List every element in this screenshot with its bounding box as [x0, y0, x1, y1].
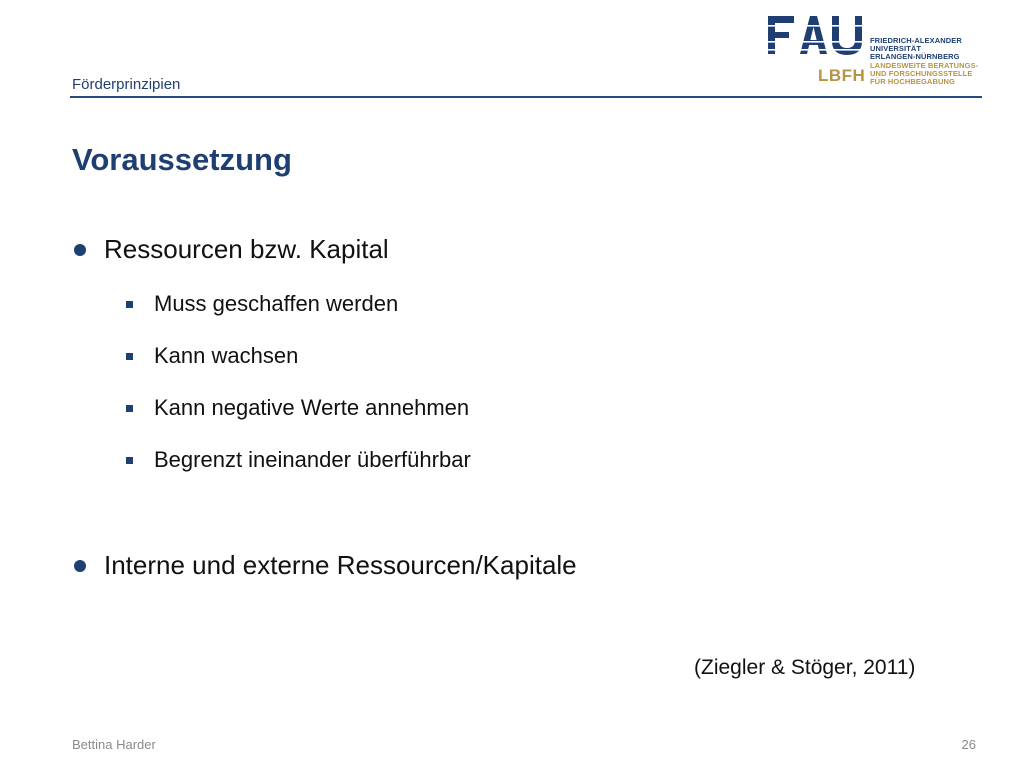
footer-author: Bettina Harder: [72, 737, 156, 752]
bullet-square-icon: [126, 457, 133, 464]
lbfh-description: LANDESWEITE BERATUNGS- UND FORSCHUNGSSTELLE FÜR HOCHBEGABUNG: [870, 61, 979, 86]
fau-lbfh-logo: [766, 14, 986, 88]
slide-title: Voraussetzung: [72, 142, 292, 177]
bullet-level1: [72, 550, 577, 581]
bullet-text: Begrenzt ineinander überführbar: [154, 447, 471, 472]
bullet-level2: [126, 447, 471, 473]
bullet-level1: [72, 234, 389, 265]
header-rule: [70, 96, 982, 98]
bullet-text: Kann wachsen: [154, 343, 299, 368]
bullet-level2: [126, 291, 398, 317]
bullet-dot-icon: [74, 244, 86, 256]
lbfh-wordmark: LBFH: [818, 66, 866, 85]
bullet-text: Interne und externe Ressourcen/Kapitale: [104, 550, 577, 580]
page-number: 26: [961, 737, 976, 752]
university-name: FRIEDRICH-ALEXANDER UNIVERSITÄT ERLANGEN-NÜRNBERG: [870, 36, 962, 61]
bullet-level2: [126, 395, 469, 421]
bullet-square-icon: [126, 353, 133, 360]
bullet-text: Kann negative Werte annehmen: [154, 395, 470, 420]
bullet-level2: [126, 343, 298, 369]
bullet-text: Ressourcen bzw. Kapital: [104, 234, 389, 264]
fau-wordmark: [766, 14, 862, 58]
bullet-square-icon: [126, 405, 133, 412]
bullet-text: Muss geschaffen werden: [154, 291, 399, 316]
bullet-dot-icon: [74, 560, 86, 572]
citation: (Ziegler & Stöger, 2011): [694, 656, 916, 679]
bullet-square-icon: [126, 301, 133, 308]
section-label: Förderprinzipien: [72, 76, 181, 93]
